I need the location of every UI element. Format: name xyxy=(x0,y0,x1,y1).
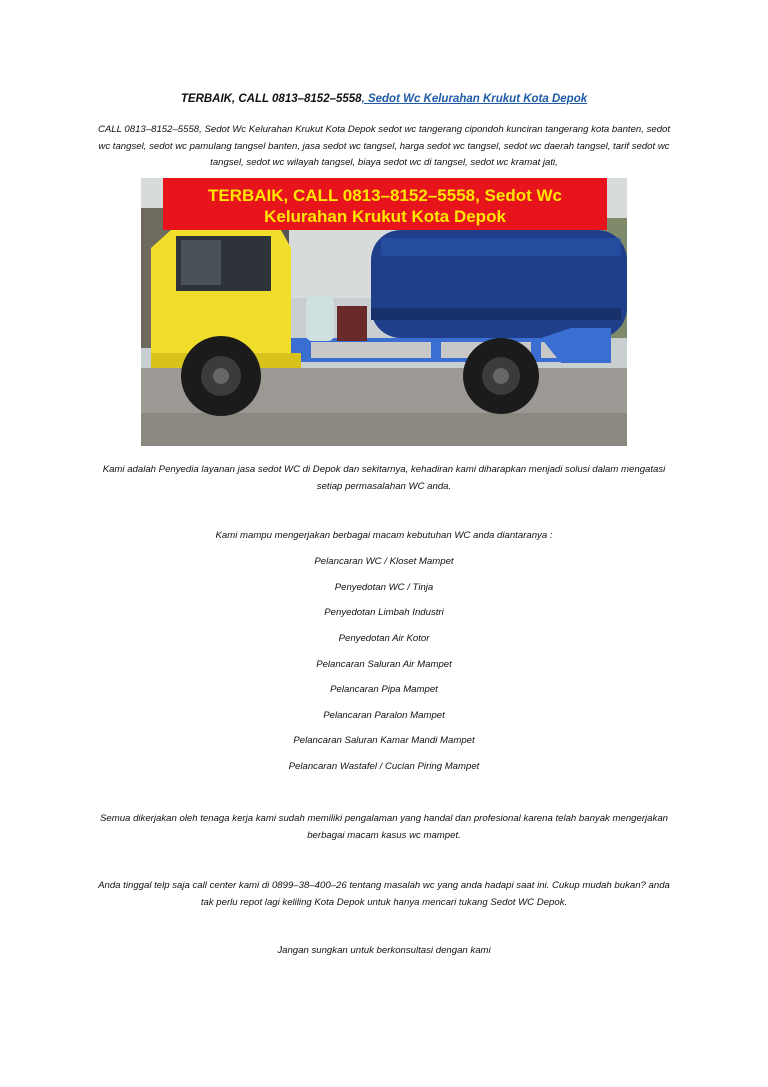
list-item: Pelancaran Saluran Kamar Mandi Mampet xyxy=(293,735,475,746)
list-item: Pelancaran Pipa Mampet xyxy=(330,684,438,695)
title-link[interactable]: , Sedot Wc Kelurahan Krukut Kota Depok xyxy=(361,93,588,105)
list-item: Pelancaran Paralon Mampet xyxy=(323,710,445,721)
list-item: Penyedotan Air Kotor xyxy=(338,633,430,644)
intro-paragraph: CALL 0813–8152–5558, Sedot Wc Kelurahan Krukut Kota Depok sedot wc tangerang cipondoh kunciran tangerang kota banten, sedot wc tangsel, sedot wc pamulang tangsel banten, jasa sedot wc tangsel, harga sedot wc tangsel, sedot wc daerah tangsel, tarif sedot wc tangsel, sedot wc wilayah tangsel, biaya sedot wc di tangsel, sedot wc kramat jati, xyxy=(97,124,671,168)
paragraph-contact: Anda tinggal telp saja call center kami di 0899–38–400–26 tentang masalah wc yang anda hadapi saat ini. Cukup mudah bukan? anda tak perlu repot lagi keliling Kota Depok untuk hanya mencari tukang Sedot WC Depok. xyxy=(98,880,670,908)
list-item: Pelancaran Saluran Air Mampet xyxy=(316,659,452,670)
title-text: TERBAIK, CALL 0813–8152–5558 xyxy=(180,93,362,105)
banner-line-2: Kelurahan Krukut Kota Depok xyxy=(264,207,506,226)
banner-line-1: TERBAIK, CALL 0813–8152–5558, Sedot Wc xyxy=(208,186,562,205)
paragraph-about: Kami adalah Penyedia layanan jasa sedot WC di Depok dan sekitarnya, kehadiran kami diharapkan menjadi solusi dalam mengatasi setiap permasalahan WC anda. xyxy=(102,464,666,492)
list-item: Penyedotan WC / Tinja xyxy=(334,582,434,593)
truck-photo xyxy=(141,178,627,446)
closing-line: Jangan sungkan untuk berkonsultasi dengan kami xyxy=(277,945,491,956)
list-item: Penyedotan Limbah Industri xyxy=(324,607,444,618)
paragraph-experience: Semua dikerjakan oleh tenaga kerja kami sudah memiliki pengalaman yang handal dan profesional karena telah banyak mengerjakan berbagai macam kasus wc mampet. xyxy=(100,813,668,841)
page-title xyxy=(0,93,768,105)
list-item: Pelancaran WC / Kloset Mampet xyxy=(314,556,454,567)
list-item: Pelancaran Wastafel / Cucian Piring Mampet xyxy=(288,761,480,772)
services-intro: Kami mampu mengerjakan berbagai macam kebutuhan WC anda diantaranya : xyxy=(215,530,553,541)
